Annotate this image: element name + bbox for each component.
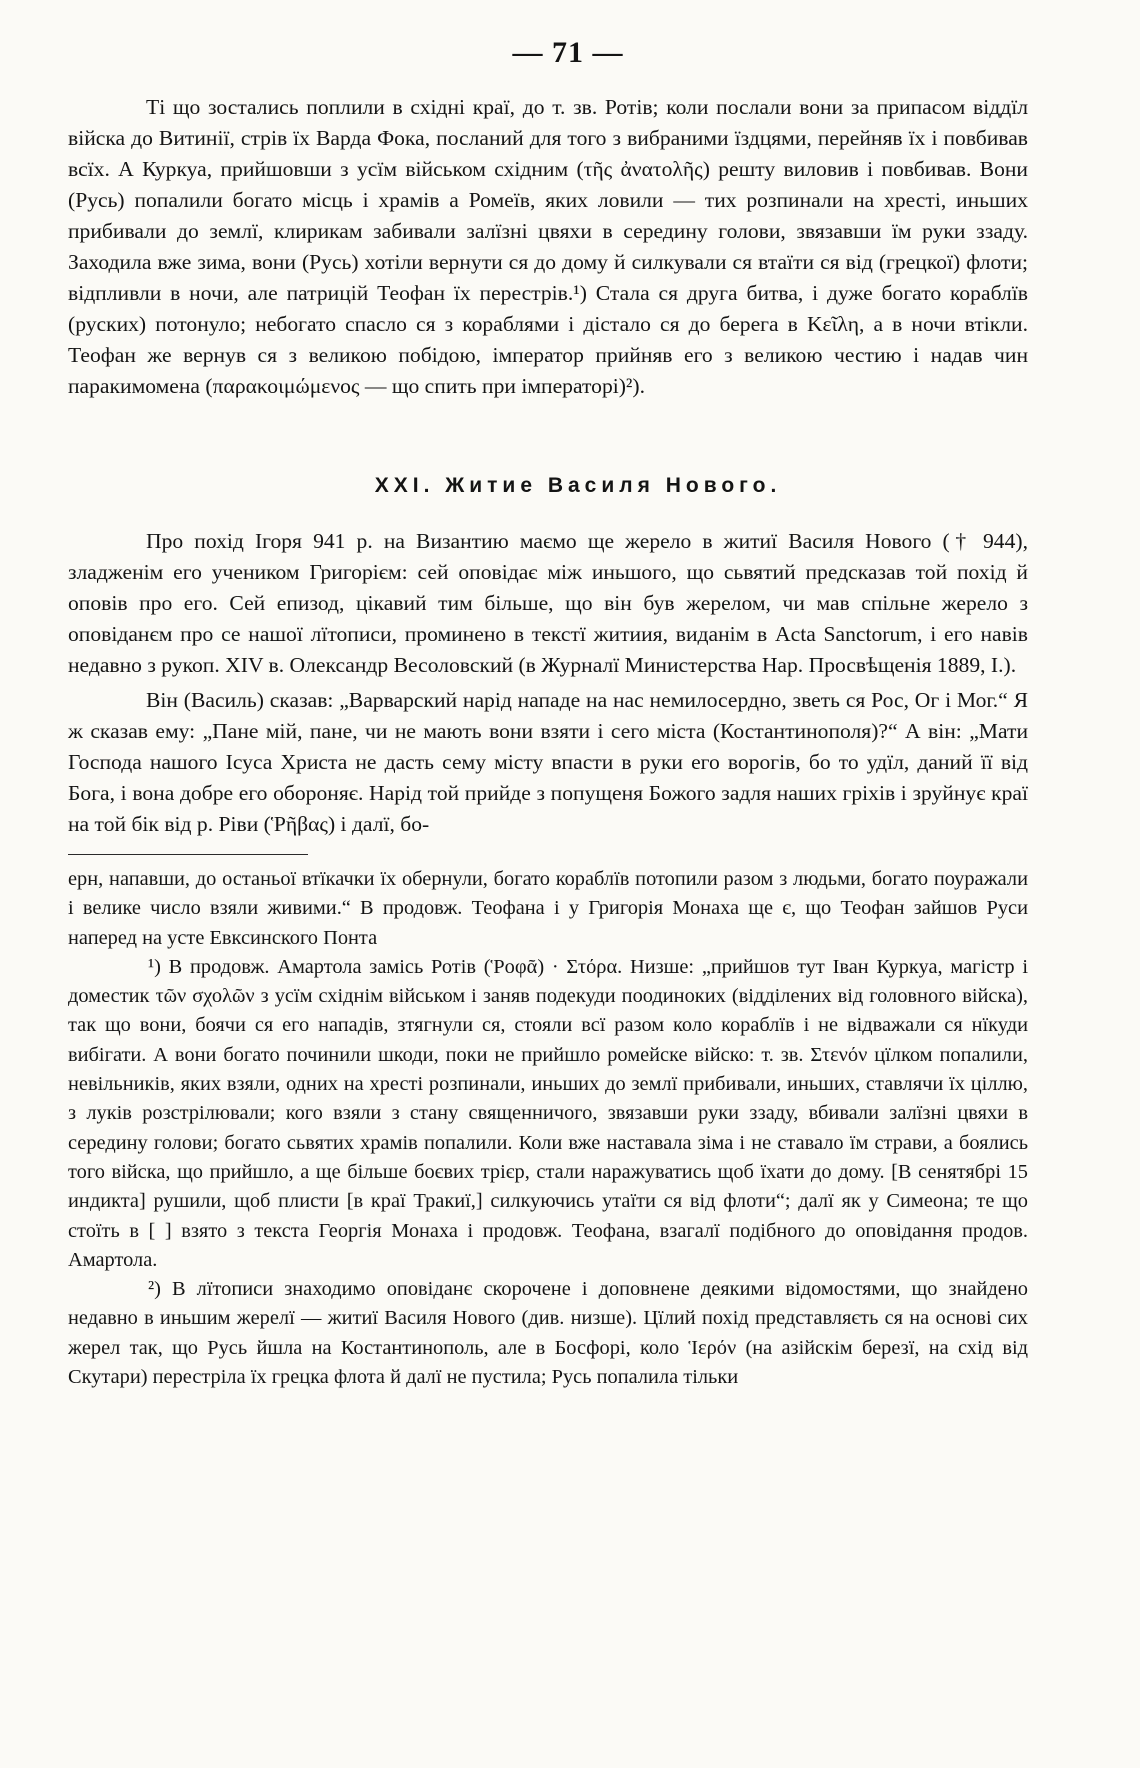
footnote-2: ²) В лїтописи знаходимо оповіданє скорочене і доповнене деякими відомостями, що знайдено недавно в иньшим жерелї — житиї Василя Нового (див. низше). Цїлий похід представляєть ся на основі сих жерел так, що Русь йшла на Костантинополь, але в Босфорі, коло Ἱερόν (на азійскім березї, на схід від Скутари) перестріла їх грецка флота й далї не пустила; Русь попалила тільки [68, 1278, 1028, 1389]
body-paragraph-sources: Про похід Ігоря 941 р. на Византию маємо ще жерело в житиї Василя Нового († 944), зладженім его учеником Григорієм: сей оповідає між иньшого, що сьвятий предсказав той похід й оповів про его. Сей епизод, цікавий тим більше, що він був жерелом, чи мав спільне жерело з оповіданєм про се нашої лїтописи, проминено в текстї житиия, виданім в Acta Sanctorum, і его навів недавно з рукоп. XIV в. Олександр Весоловский (в Журналї Министерства Нар. Просвѣщенія 1889, I.). [68, 529, 1028, 677]
intro-paragraph: Ті що зостались поплили в східні краї, до т. зв. Ротів; коли послали вони за припасом віддїл війска до Витинії, стрів їх Варда Фока, посланий для того з вибраними їздцями, перейняв їх і повбивав всїх. А Куркуа, прийшовши з усїм військом східним (τῆς ἀνατολῆς) решту виловив і повбивав. Вони (Русь) попалили богато місць і храмів а Ромеїв, яких ловили — тих розпинали на хресті, иньших прибивали до землї, клирикам забивали залїзні цвяхи в середину голови, звязавши їм руки ззаду. Заходила вже зима, вони (Русь) хотіли вернути ся до дому й силкували ся втаїти ся від (грецкої) флоти; відпливли в ночи, але патрицій Теофан їх перестрів.¹) Стала ся друга битва, і дуже богато кораблїв (руских) потонуло; небогато спасло ся з кораблями і дістало ся до берега в Κεῖλη, а в ночи втікли. Теофан же вернув ся з великою побідою, імператор прийняв его з великою честию і надав чин паракимомена (παρακοιμώμενος — що спить при імператорі)²). [68, 95, 1028, 398]
body-paragraph-quote: Він (Василь) сказав: „Варварский нарід нападе на нас немилосердно, зветь ся Рос, Ог і Мог.“ Я ж сказав ему: „Пане мій, пане, чи не мають вони взяти і сего міста (Костантинополя)?“ А він: „Мати Господа нашого Ісуса Христа не дасть сему місту впасти в руки его ворогів, бо то удїл, даний її від Бога, і вона добре его обороняє. Нарід той прийде з попущеня Божого задля наших гріхів і зруйнує краї на той бік від р. Ріви (Ῥῆβας) і далї, бо- [68, 688, 1028, 836]
footnote-continuation: ерн, напавши, до останьої втїкачки їх обернули, богато кораблїв потопили разом з людьми, богато поуражали і велике число взяли живими.“ В продовж. Теофана і у Григорія Монаха ще є, що Теофан зайшов Руси наперед на усте Евксинского Понта [68, 868, 1028, 949]
footnote-1: ¹) В продовж. Амартола замісь Ротів (Ῥοφᾶ) · Στόρα. Низше: „прийшов тут Іван Куркуа, магістр і доместик τῶν σχολῶν з усїм східнім військом і заняв подекуди поодиноких (відділених від головного війска), так що вони, боячи ся его нападів, зтягнули ся, стояли всї разом коло кораблїв і не відважали ся нїкуди вибігати. А вони богато починили шкоди, поки не прийшло ромейске війско: т. зв. Στενόν цїлком попалили, невільників, яких взяли, одних на хресті розпинали, иньших до землї прибивали, иньших, ставлячи їх ціллю, з луків розстрілювали; кого взяли з стану священничого, звязавши руки ззаду, вбивали залїзні цвяхи в середину голови; богато сьвятих храмів попалили. Коли вже наставала зіма і не ставало їм страви, а боялись того війска, що прийшло, а ще більше боєвих трієр, стали наражуватись щоб їхати до дому. [В сенятябрі 15 индикта] рушили, щоб плисти [в краї Тракиї,] силкуючись утаїти ся від флоти“; далї як у Симеона; те що стоїть в [ ] взято з текста Георгія Монаха і продовж. Теофана, взагалї подібного до оповідання продов. Амартола. [68, 955, 1028, 1271]
section-heading: XXI. Житие Василя Нового. [374, 474, 782, 497]
footnote-divider [68, 854, 308, 855]
page-number: — 71 — [512, 36, 624, 69]
